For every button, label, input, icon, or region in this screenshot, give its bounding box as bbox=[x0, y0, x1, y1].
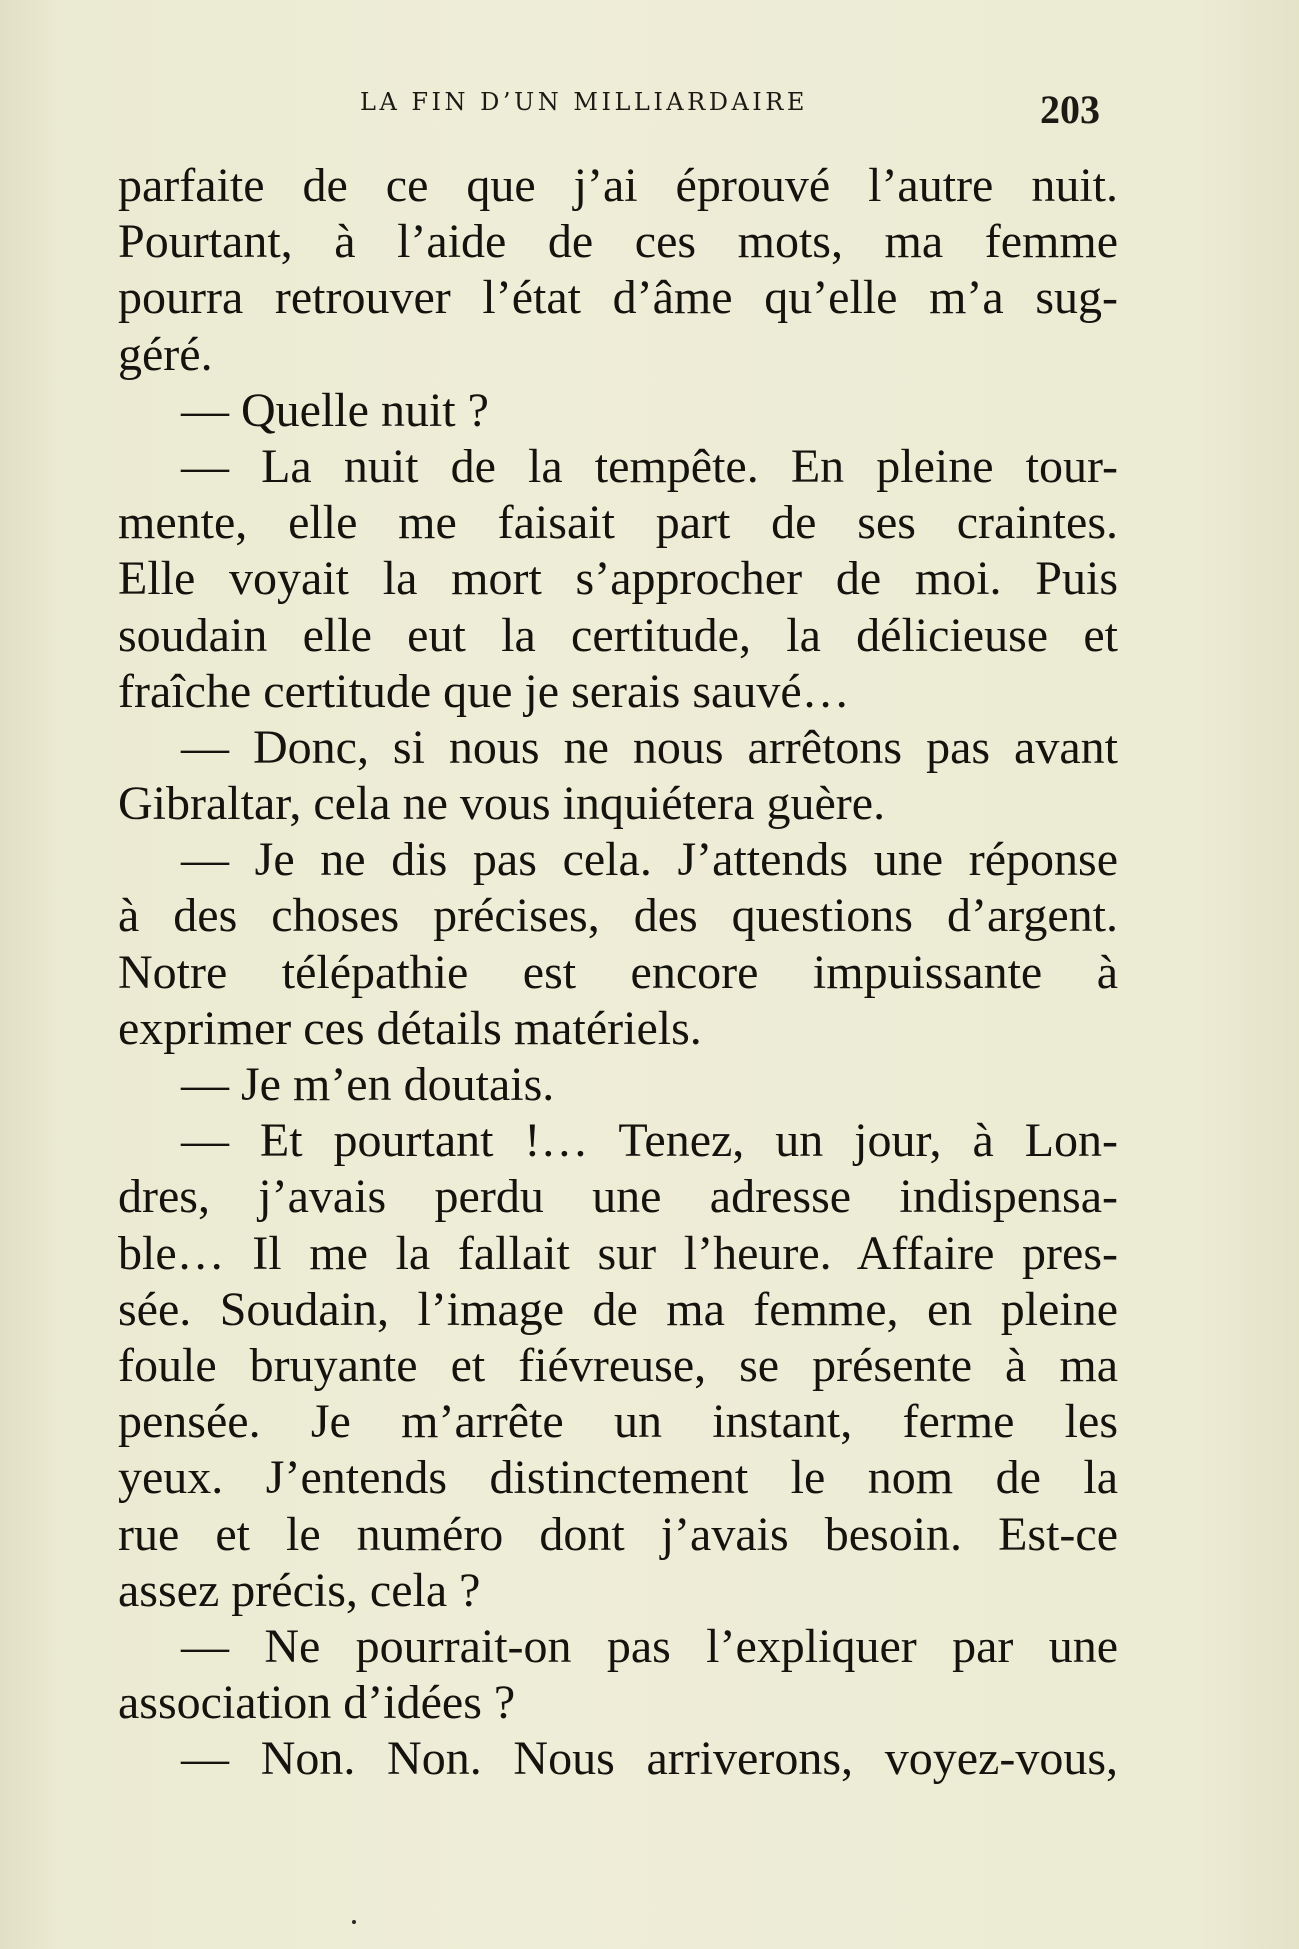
text-line: à des choses précises, des questions d’argent. bbox=[118, 889, 1118, 943]
text-line: association d’idées ? bbox=[118, 1676, 516, 1730]
text-line: pourra retrouver l’état d’âme qu’elle m’a sug- bbox=[118, 271, 1118, 325]
text-line: yeux. J’entends distinctement le nom de la bbox=[118, 1451, 1118, 1505]
text-line: Elle voyait la mort s’approcher de moi. Puis bbox=[118, 552, 1118, 606]
text-line: Pourtant, à l’aide de ces mots, ma femme bbox=[118, 215, 1118, 269]
text-line: sée. Soudain, l’image de ma femme, en pleine bbox=[118, 1282, 1118, 1336]
text-line: foule bruyante et fiévreuse, se présente à ma bbox=[118, 1338, 1118, 1392]
text-line: parfaite de ce que j’ai éprouvé l’autre nuit. bbox=[118, 159, 1118, 212]
text-line: — Je ne dis pas cela. J’attends une réponse bbox=[181, 833, 1118, 887]
text-line: géré. bbox=[118, 327, 213, 381]
body-text bbox=[118, 158, 1118, 1787]
text-line: dres, j’avais perdu une adresse indispensa- bbox=[118, 1170, 1118, 1224]
text-line: ble… Il me la fallait sur l’heure. Affaire pres- bbox=[118, 1226, 1118, 1280]
text-line: pensée. Je m’arrête un instant, ferme les bbox=[118, 1395, 1118, 1449]
text-line: soudain elle eut la certitude, la délicieuse et bbox=[118, 608, 1118, 662]
text-line: Notre télépathie est encore impuissante à bbox=[118, 945, 1118, 999]
page-number: 203 bbox=[1040, 87, 1100, 132]
text-line: rue et le numéro dont j’avais besoin. Est-ce bbox=[118, 1507, 1118, 1561]
text-line: — Quelle nuit ? bbox=[181, 383, 489, 437]
text-line: — Donc, si nous ne nous arrêtons pas avant bbox=[181, 720, 1118, 774]
text-line: — Non. Non. Nous arriverons, voyez-vous, bbox=[181, 1732, 1118, 1786]
text-line: — Et pourtant !… Tenez, un jour, à Lon- bbox=[181, 1114, 1118, 1168]
text-line: exprimer ces détails matériels. bbox=[118, 1001, 702, 1055]
text-line: — Ne pourrait-on pas l’expliquer par une bbox=[181, 1619, 1118, 1673]
text-line: — Je m’en doutais. bbox=[181, 1058, 555, 1111]
text-line: fraîche certitude que je serais sauvé… bbox=[118, 664, 850, 718]
text-line: assez précis, cela ? bbox=[118, 1563, 481, 1617]
text-line: — La nuit de la tempête. En pleine tour- bbox=[181, 439, 1118, 493]
paper-speck bbox=[352, 1920, 356, 1924]
text-line: Gibraltar, cela ne vous inquiétera guère. bbox=[118, 777, 886, 831]
running-title: LA FIN D’UN MILLIARDAIRE bbox=[360, 88, 808, 116]
text-line: mente, elle me faisait part de ses craintes. bbox=[118, 496, 1118, 550]
